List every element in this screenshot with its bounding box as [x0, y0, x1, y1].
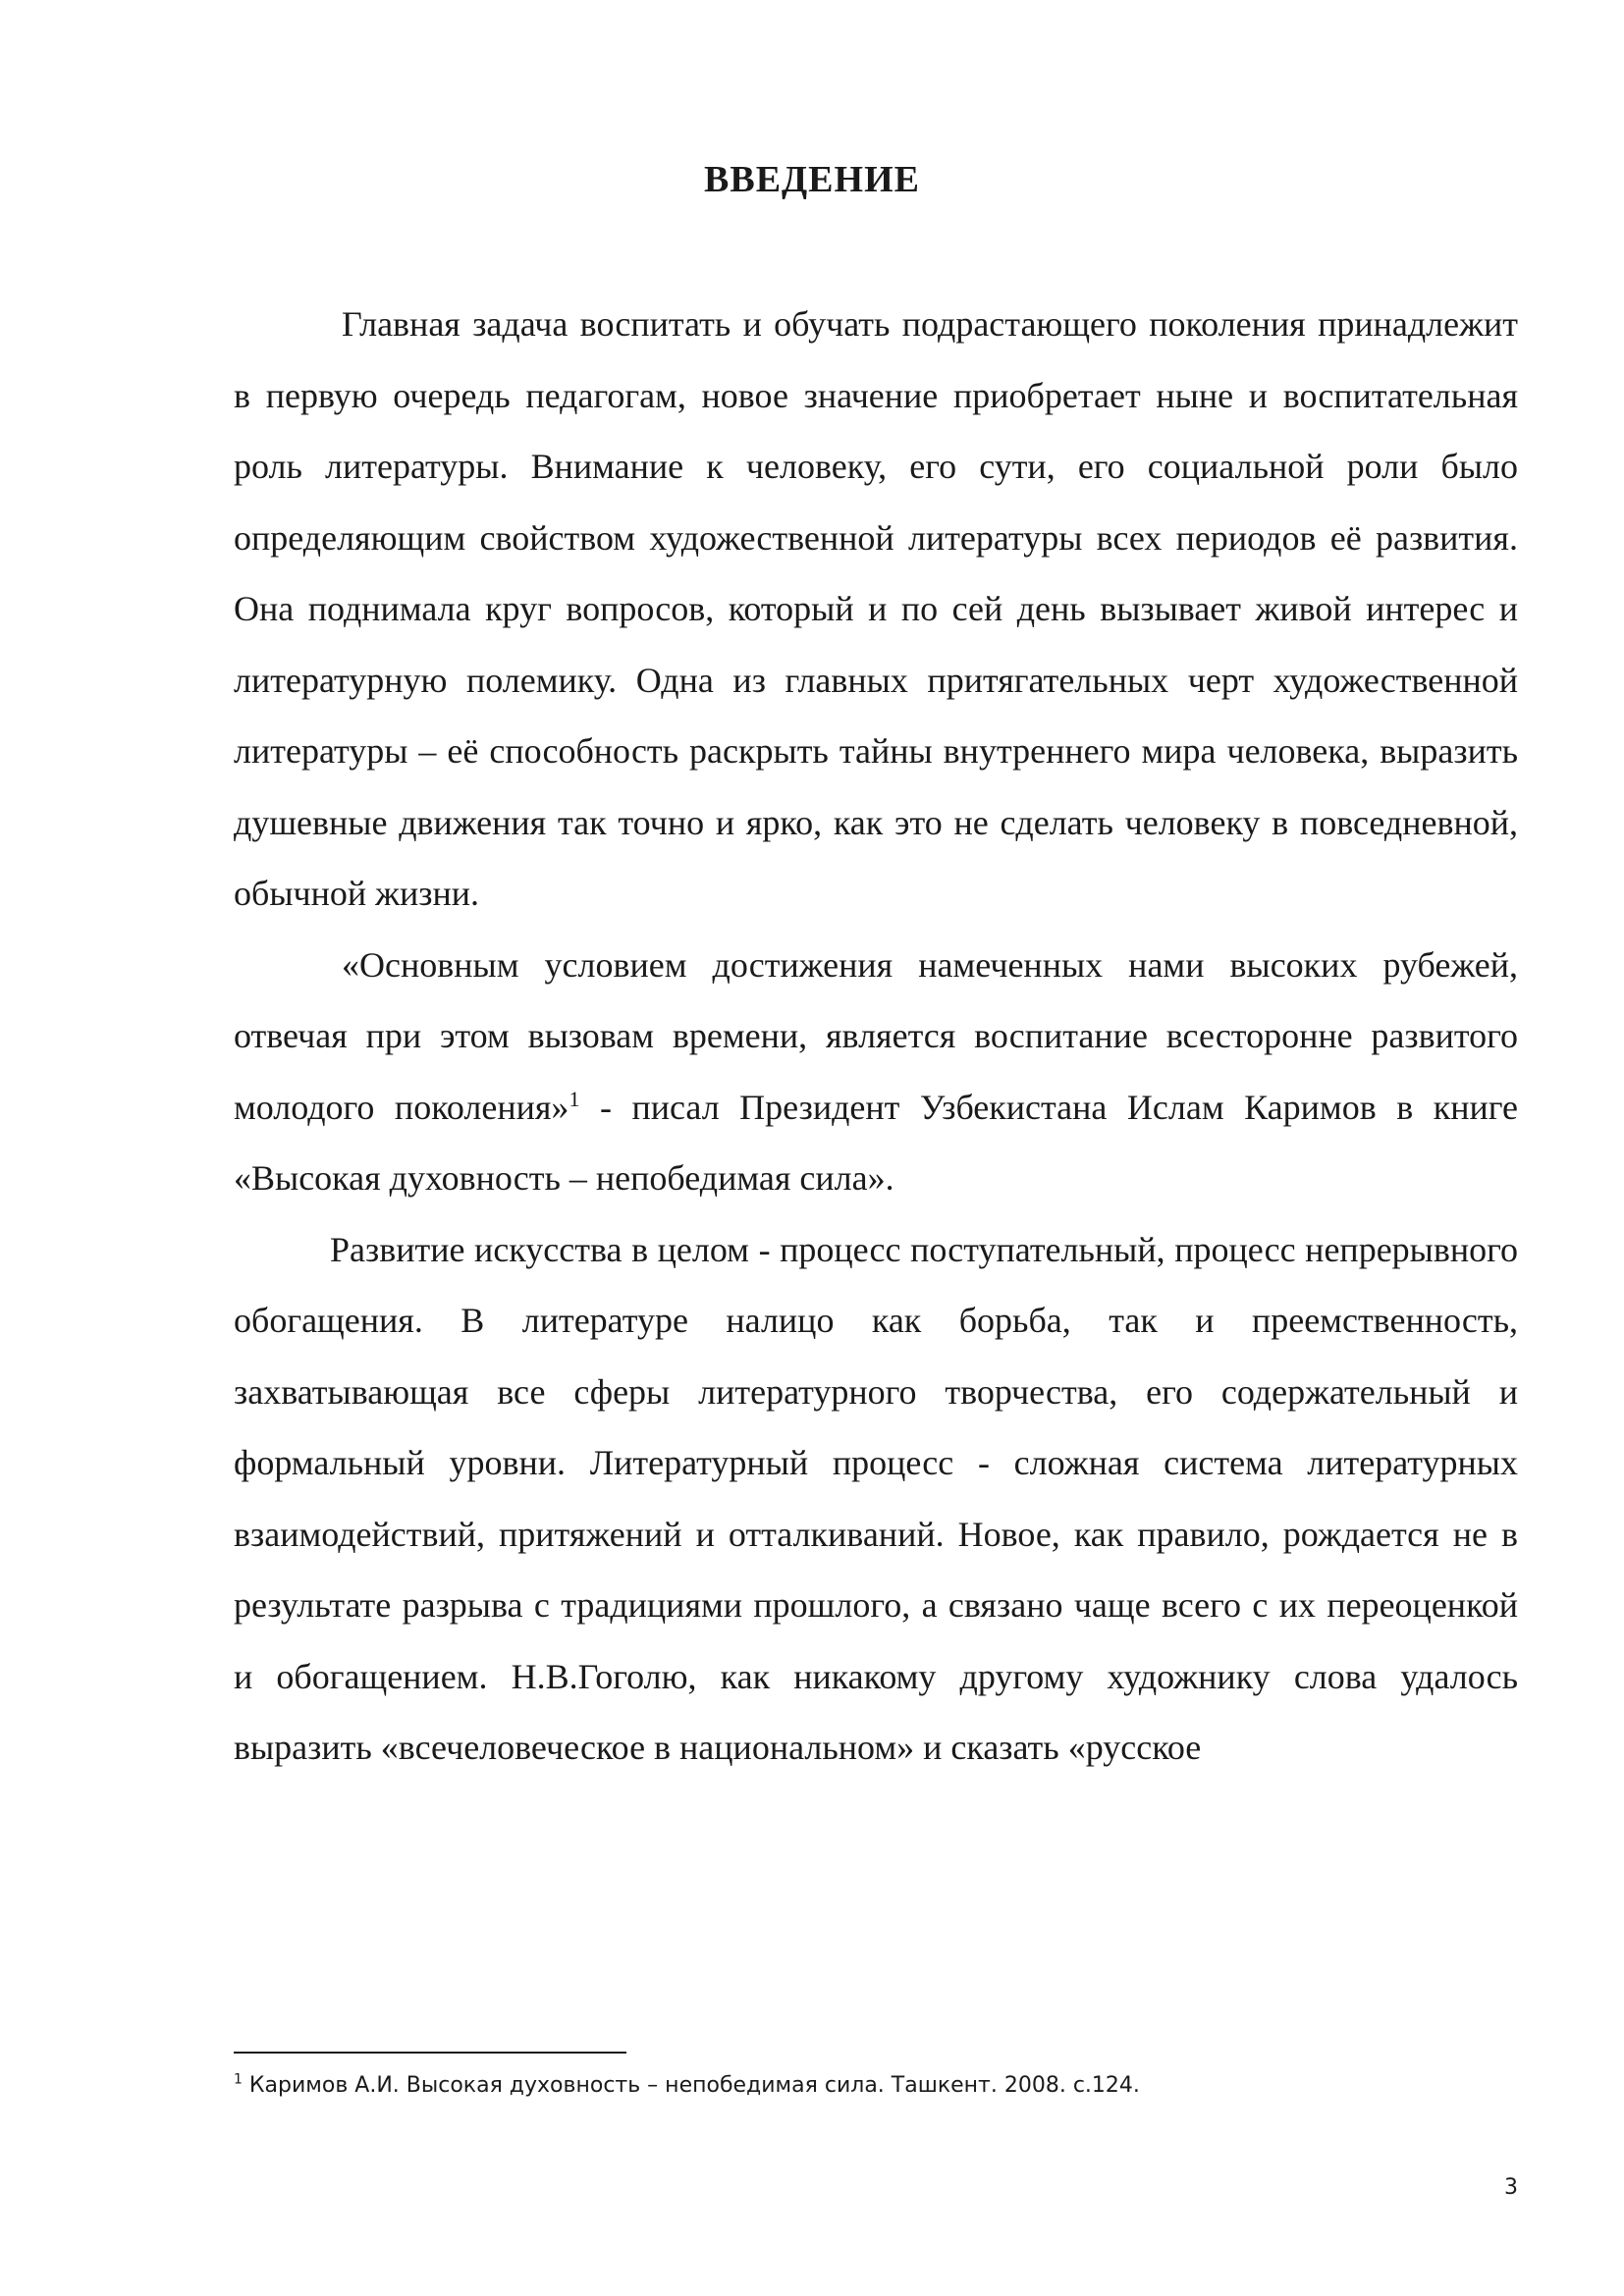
footnote-marker: 1: [234, 2071, 243, 2088]
page-title: ВВЕДЕНИЕ: [704, 159, 920, 200]
paragraph-literary-process: Развитие искусства в целом - процесс поступательный, процесс непрерывного обогащения. В литературе налицо как борьба, так и преемственность, захватывающая все сферы литературного творчества, его содержательный и формальный уровни. Литературный процесс - сложная система литературных взаимодействий, притяжений и отталкиваний. Новое, как правило, рождается не в результате разрыва с традициями прошлого, а связано чаще всего с их переоценкой и обогащением. Н.В.Гоголю, как никакому другому художнику слова удалось выразить «всечеловеческое в национальном» и сказать «русское: [234, 1229, 1518, 1767]
paragraph-quote: [234, 930, 1518, 1214]
footnote: [234, 2071, 1510, 2101]
quote-attribution: - писал Президент Узбекистана Ислам Каримов в книге «Высокая духовность – непобедимая сила».: [234, 1087, 1519, 1198]
quote-text: «Основным условием достижения намеченных нами высоких рубежей, отвечая при этом вызовам времени, является воспитание всесторонне развитого молодого поколения»: [234, 944, 1518, 1127]
main-text: [234, 289, 1518, 1784]
footnote-text: Каримов А.И. Высокая духовность – непобедимая сила. Ташкент. 2008. с.124.: [242, 2073, 1140, 2098]
paragraph-intro: Главная задача воспитать и обучать подрастающего поколения принадлежит в первую очередь педагогам, новое значение приобретает ныне и воспитательная роль литературы. Внимание к человеку, его сути, его социальной роли было определяющим свойством художественной литературы всех периодов её развития. Она поднимала круг вопросов, который и по сей день вызывает живой интерес и литературную полемику. Одна из главных притягательных черт художественной литературы – её способность раскрыть тайны внутреннего мира человека, выразить душевные движения так точно и ярко, как это не сделать человеку в повседневной, обычной жизни.: [234, 304, 1518, 913]
footnote-reference: 1: [568, 1086, 580, 1111]
footnote-divider: [234, 2052, 626, 2054]
page-number: 3: [1504, 2175, 1518, 2200]
